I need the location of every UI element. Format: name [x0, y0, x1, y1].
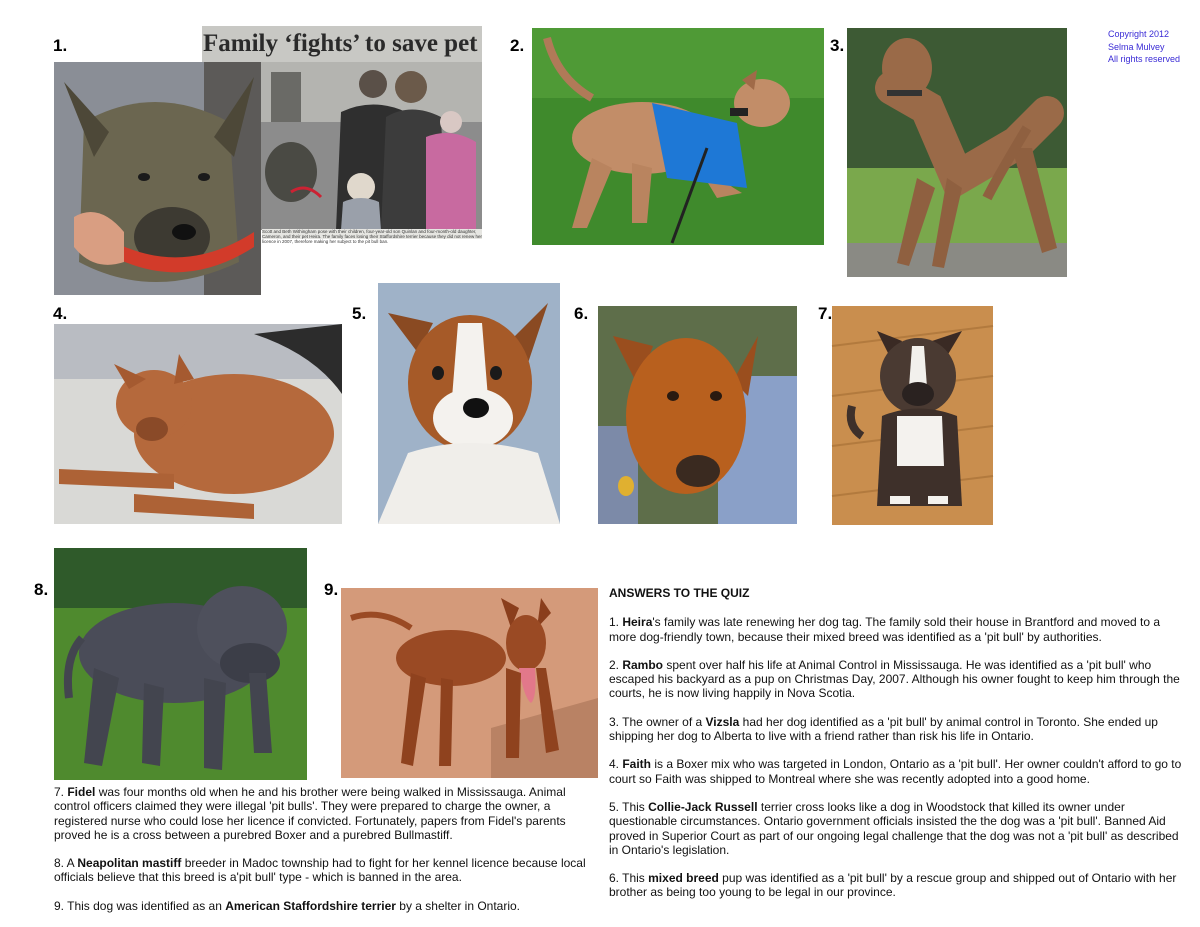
breed-neapolitan-mastiff: Neapolitan mastiff — [77, 856, 182, 871]
photo-number-3: 3. — [830, 36, 845, 55]
dog-name-rambo: Rambo — [622, 657, 664, 672]
breed-collie-jack-russell: Collie-Jack Russell — [648, 799, 758, 814]
breed-american-staffordshire-terrier: American Staffordshire terrier — [225, 898, 396, 913]
dog-photo-1-heira — [54, 62, 261, 295]
answer-item-7: 7. Fidel was four months old when he and his brother were being walked in Mississauga. Animal control officers claimed they were illegal 'pit bulls'. They were prepared to charge the owner, a registered nurse who could lose her licence if convicted. Fortunately, papers from Fidel's parents proved he is a cross between a purebred Boxer and a purebred Bullmastiff. — [54, 785, 566, 842]
photo-number-6: 6. — [574, 304, 589, 323]
photo-number-2: 2. — [510, 36, 525, 55]
newspaper-family-photo — [261, 62, 482, 230]
answers-title: ANSWERS TO THE QUIZ — [609, 586, 750, 600]
breed-mixed-breed: mixed breed — [648, 871, 719, 886]
copyright-author: Selma Mulvey — [1108, 41, 1165, 52]
photo-number-5: 5. — [352, 304, 367, 323]
dog-photo-7-fidel — [832, 306, 993, 525]
photo-number-7: 7. — [818, 304, 833, 323]
answers-right-column — [609, 586, 1184, 914]
copyright-rights: All rights reserved — [1108, 54, 1181, 64]
dog-photo-2-rambo — [532, 28, 824, 245]
answer-item-1: 1. Heira's family was late renewing her dog tag. The family sold their house in Brantford and moved to a more dog-friendly town, because their mixed breed was identified as a 'pit bull' by authorities. — [609, 615, 1161, 644]
dog-photo-9-american-staffordshire-terrier — [341, 588, 598, 778]
dog-name-heira: Heira — [622, 615, 653, 630]
answer-item-9: 9. This dog was identified as an American Staffordshire terrier by a shelter in Ontario. — [54, 898, 521, 913]
dog-photo-5-collie-jack-russell — [378, 283, 560, 524]
dog-photo-6-mixed-breed — [598, 306, 797, 524]
dog-name-fidel: Fidel — [67, 785, 96, 799]
newspaper-headline: Family ‘fights’ to save pet — [202, 26, 482, 62]
answer-item-5: 5. This Collie-Jack Russell terrier cross looks like a dog in Woodstock that killed its owner under questionable circumstances. Ontario government officials insisted the the dog was a 'pit bull'. Banned Aid proved in Superior Court as part of our ongoing legal challenge that the dog was not a 'pit bull' as described in Ontario's legislation. — [609, 799, 1179, 857]
dog-name-faith: Faith — [622, 757, 652, 772]
answer-item-4: 4. Faith is a Boxer mix who was targeted in London, Ontario as a 'pit bull'. Her owner couldn't afford to go to court so Faith was shipped to Montreal where she was recently adopted into a good home. — [609, 757, 1182, 786]
breed-vizsla: Vizsla — [705, 714, 740, 729]
photo-number-4: 4. — [53, 304, 68, 323]
dog-photo-4-faith — [54, 324, 342, 524]
copyright-line: Copyright 2012 — [1108, 29, 1170, 39]
answer-item-6: 6. This mixed breed pup was identified as a 'pit bull' by a rescue group and shipped out of Ontario with her brother as being too young to be legal in our province. — [609, 871, 1177, 900]
photo-number-9: 9. — [324, 580, 339, 599]
copyright-notice — [1108, 28, 1180, 66]
answer-item-2: 2. Rambo spent over half his life at Animal Control in Mississauga. He was identified as a 'pit bull' who escaped his backyard as a pup on Christmas Day, 2007. Although his owner fought to keep him through the courts, he is now living happily in Nova Scotia. — [609, 657, 1180, 701]
answers-left-column — [54, 785, 599, 927]
newspaper-caption: Scott and Beth Withingham pose with their children, four-year-old son Quinlan and four-month-old daughter, Cameron, and their pet Heira. The family faces losing their Staffordshire terrier because they did not renew her licence in 2007, therefore making her subject to the pit bull ban. — [262, 229, 482, 244]
dog-photo-8-neapolitan-mastiff — [54, 548, 307, 780]
photo-number-1: 1. — [53, 36, 68, 55]
photo-number-8: 8. — [34, 580, 49, 599]
dog-photo-3-vizsla — [847, 28, 1067, 277]
answer-item-3: 3. The owner of a Vizsla had her dog identified as a 'pit bull' by animal control in Toronto. She ended up shipping her dog to Alberta to live with a friend rather than risk his life in Ontario. — [609, 714, 1158, 744]
answer-item-8: 8. A Neapolitan mastiff breeder in Madoc township had to fight for her kennel licence because local officials believe that this breed is a'pit bull' type - which is banned in the area. — [54, 856, 586, 885]
